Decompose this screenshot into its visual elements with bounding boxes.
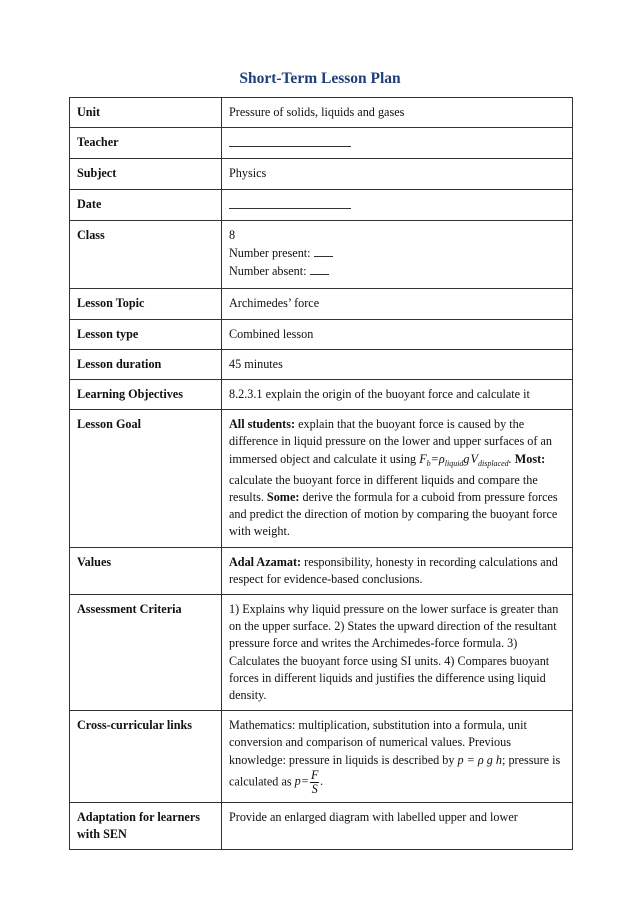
assessment-label: Assessment Criteria (70, 595, 222, 711)
row-date (70, 189, 573, 220)
objectives-value: 8.2.3.1 explain the origin of the buoyant force and calculate it (222, 380, 573, 410)
sen-label: Adaptation for learners with SEN (70, 802, 222, 849)
teacher-label: Teacher (70, 128, 222, 159)
cross-label: Cross-curricular links (70, 711, 222, 803)
class-label: Class (70, 220, 222, 289)
topic-label: Lesson Topic (70, 289, 222, 319)
pressure-formula: p= $\frac{F}{S}$ . (294, 767, 324, 796)
unit-value: Pressure of solids, liquids and gases (222, 98, 573, 128)
pressure-liquid-formula: p = ρ g h (457, 752, 503, 767)
date-value (222, 189, 573, 220)
unit-label: Unit (70, 98, 222, 128)
assessment-value: 1) Explains why liquid pressure on the lower surface is greater than on the upper surface. 2) States the upward direction of the resultant pressure force and writes the Archimedes-force formula. 3) Calculates the buoyant force using SI units. 4) Compares buoyant forces in different liquids and justifies the difference using liquid density. (222, 595, 573, 711)
values-value: Adal Azamat: responsibility, honesty in recording calculations and respect for evidence-based conclusions. (222, 547, 573, 594)
lesson-plan-table (69, 97, 573, 850)
class-number: 8 (229, 227, 236, 242)
class-value (222, 220, 573, 289)
row-values (70, 547, 573, 594)
row-cross (70, 711, 573, 803)
sen-value: Provide an enlarged diagram with labelled upper and lower (222, 802, 573, 849)
buoyant-force-formula: $F_b=\rho_{liquid}g$ $V_{displaced}$. (419, 451, 512, 468)
type-label: Lesson type (70, 319, 222, 349)
row-sen (70, 802, 573, 849)
row-goal (70, 410, 573, 547)
goal-value: All students: explain that the buoyant force is caused by the difference in liquid pressure on the lower and upper surfaces of an immersed object and calculate it using $F_b=\rho_{liquid}g$ $V_{displaced}$. Most: calculate the buoyant force in different liquids and compare the results. Some: derive the formula for a cuboid from pressure forces and predict the direction of motion by comparing the buoyant force with weight. (222, 410, 573, 547)
date-blank (229, 196, 351, 209)
duration-label: Lesson duration (70, 349, 222, 379)
objectives-label: Learning Objectives (70, 380, 222, 410)
topic-value: Archimedes’ force (222, 289, 573, 319)
number-present: Number present: (229, 244, 565, 262)
page-title: Short-Term Lesson Plan (239, 70, 401, 87)
teacher-blank (229, 134, 351, 147)
row-unit (70, 98, 573, 128)
type-value: Combined lesson (222, 319, 573, 349)
subject-value: Physics (222, 159, 573, 189)
duration-value: 45 minutes (222, 349, 573, 379)
row-subject (70, 159, 573, 189)
row-topic (70, 289, 573, 319)
teacher-value (222, 128, 573, 159)
row-type (70, 319, 573, 349)
goal-label: Lesson Goal (70, 410, 222, 547)
number-absent: Number absent: (229, 262, 565, 280)
cross-value: Mathematics: multiplication, substitution into a formula, unit conversion and comparison of numerical values. Previous knowledge: pressure in liquids is described by p = ρ g h; pressure is calculated as p= $\frac{F}{S}$ . (222, 711, 573, 803)
row-class (70, 220, 573, 289)
row-objectives (70, 380, 573, 410)
values-label: Values (70, 547, 222, 594)
row-assessment (70, 595, 573, 711)
row-teacher (70, 128, 573, 159)
subject-label: Subject (70, 159, 222, 189)
row-duration (70, 349, 573, 379)
date-label: Date (70, 189, 222, 220)
